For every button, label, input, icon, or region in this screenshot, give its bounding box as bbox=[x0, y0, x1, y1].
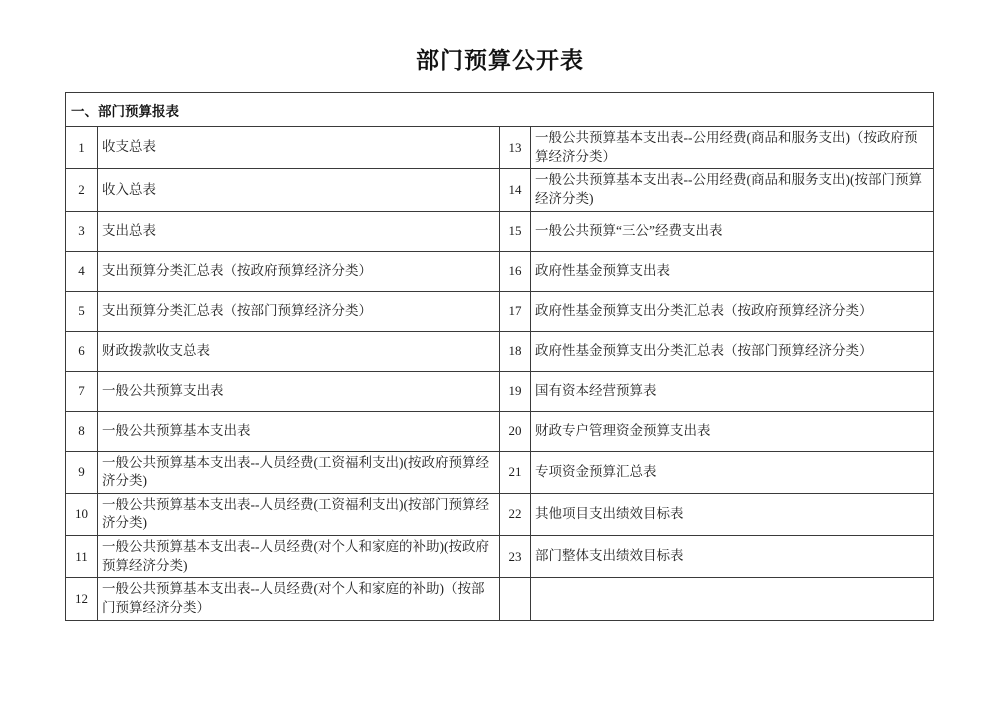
table-row bbox=[66, 493, 934, 535]
report-name-cell: 收支总表 bbox=[98, 127, 500, 169]
row-number-cell: 2 bbox=[66, 169, 98, 211]
budget-report-table bbox=[65, 92, 934, 621]
row-number-cell: 23 bbox=[500, 536, 531, 578]
report-name-cell: 国有资本经营预算表 bbox=[531, 371, 934, 411]
row-number-cell: 6 bbox=[66, 331, 98, 371]
report-name-cell: 一般公共预算基本支出表--公用经费(商品和服务支出)（按政府预算经济分类） bbox=[531, 127, 934, 169]
row-number-cell: 13 bbox=[500, 127, 531, 169]
table-row bbox=[66, 331, 934, 371]
section-header-row bbox=[66, 93, 934, 127]
row-number-cell: 10 bbox=[66, 493, 98, 535]
table-row bbox=[66, 451, 934, 493]
report-name-cell: 一般公共预算基本支出表--公用经费(商品和服务支出)(按部门预算经济分类) bbox=[531, 169, 934, 211]
table-row bbox=[66, 251, 934, 291]
report-name-cell: 政府性基金预算支出表 bbox=[531, 251, 934, 291]
row-number-cell: 11 bbox=[66, 536, 98, 578]
row-number-cell: 8 bbox=[66, 411, 98, 451]
report-name-cell: 支出预算分类汇总表（按部门预算经济分类） bbox=[98, 291, 500, 331]
table-row bbox=[66, 291, 934, 331]
report-name-cell: 一般公共预算基本支出表--人员经费(对个人和家庭的补助)（按部门预算经济分类） bbox=[98, 578, 500, 620]
report-name-cell: 一般公共预算支出表 bbox=[98, 371, 500, 411]
table-row bbox=[66, 371, 934, 411]
row-number-cell: 22 bbox=[500, 493, 531, 535]
row-number-cell bbox=[500, 578, 531, 620]
row-number-cell: 16 bbox=[500, 251, 531, 291]
row-number-cell: 7 bbox=[66, 371, 98, 411]
report-name-cell: 财政专户管理资金预算支出表 bbox=[531, 411, 934, 451]
row-number-cell: 1 bbox=[66, 127, 98, 169]
table-row bbox=[66, 169, 934, 211]
report-name-cell: 一般公共预算基本支出表--人员经费(对个人和家庭的补助)(按政府预算经济分类) bbox=[98, 536, 500, 578]
row-number-cell: 5 bbox=[66, 291, 98, 331]
table-row bbox=[66, 211, 934, 251]
report-name-cell: 一般公共预算基本支出表--人员经费(工资福利支出)(按部门预算经济分类) bbox=[98, 493, 500, 535]
report-name-cell: 财政拨款收支总表 bbox=[98, 331, 500, 371]
table-row bbox=[66, 536, 934, 578]
report-name-cell: 专项资金预算汇总表 bbox=[531, 451, 934, 493]
table-row bbox=[66, 578, 934, 620]
report-name-cell: 政府性基金预算支出分类汇总表（按政府预算经济分类） bbox=[531, 291, 934, 331]
report-name-cell: 收入总表 bbox=[98, 169, 500, 211]
row-number-cell: 21 bbox=[500, 451, 531, 493]
row-number-cell: 9 bbox=[66, 451, 98, 493]
report-name-cell: 一般公共预算基本支出表--人员经费(工资福利支出)(按政府预算经济分类) bbox=[98, 451, 500, 493]
report-name-cell: 部门整体支出绩效目标表 bbox=[531, 536, 934, 578]
page-title: 部门预算公开表 bbox=[416, 48, 584, 73]
table-row bbox=[66, 127, 934, 169]
report-name-cell bbox=[531, 578, 934, 620]
table-row bbox=[66, 411, 934, 451]
row-number-cell: 3 bbox=[66, 211, 98, 251]
report-name-cell: 其他项目支出绩效目标表 bbox=[531, 493, 934, 535]
row-number-cell: 14 bbox=[500, 169, 531, 211]
section-header: 一、部门预算报表 bbox=[66, 93, 934, 127]
row-number-cell: 4 bbox=[66, 251, 98, 291]
report-name-cell: 政府性基金预算支出分类汇总表（按部门预算经济分类） bbox=[531, 331, 934, 371]
row-number-cell: 12 bbox=[66, 578, 98, 620]
report-name-cell: 一般公共预算“三公”经费支出表 bbox=[531, 211, 934, 251]
report-name-cell: 支出总表 bbox=[98, 211, 500, 251]
row-number-cell: 18 bbox=[500, 331, 531, 371]
row-number-cell: 19 bbox=[500, 371, 531, 411]
row-number-cell: 17 bbox=[500, 291, 531, 331]
report-name-cell: 支出预算分类汇总表（按政府预算经济分类） bbox=[98, 251, 500, 291]
report-name-cell: 一般公共预算基本支出表 bbox=[98, 411, 500, 451]
row-number-cell: 15 bbox=[500, 211, 531, 251]
row-number-cell: 20 bbox=[500, 411, 531, 451]
